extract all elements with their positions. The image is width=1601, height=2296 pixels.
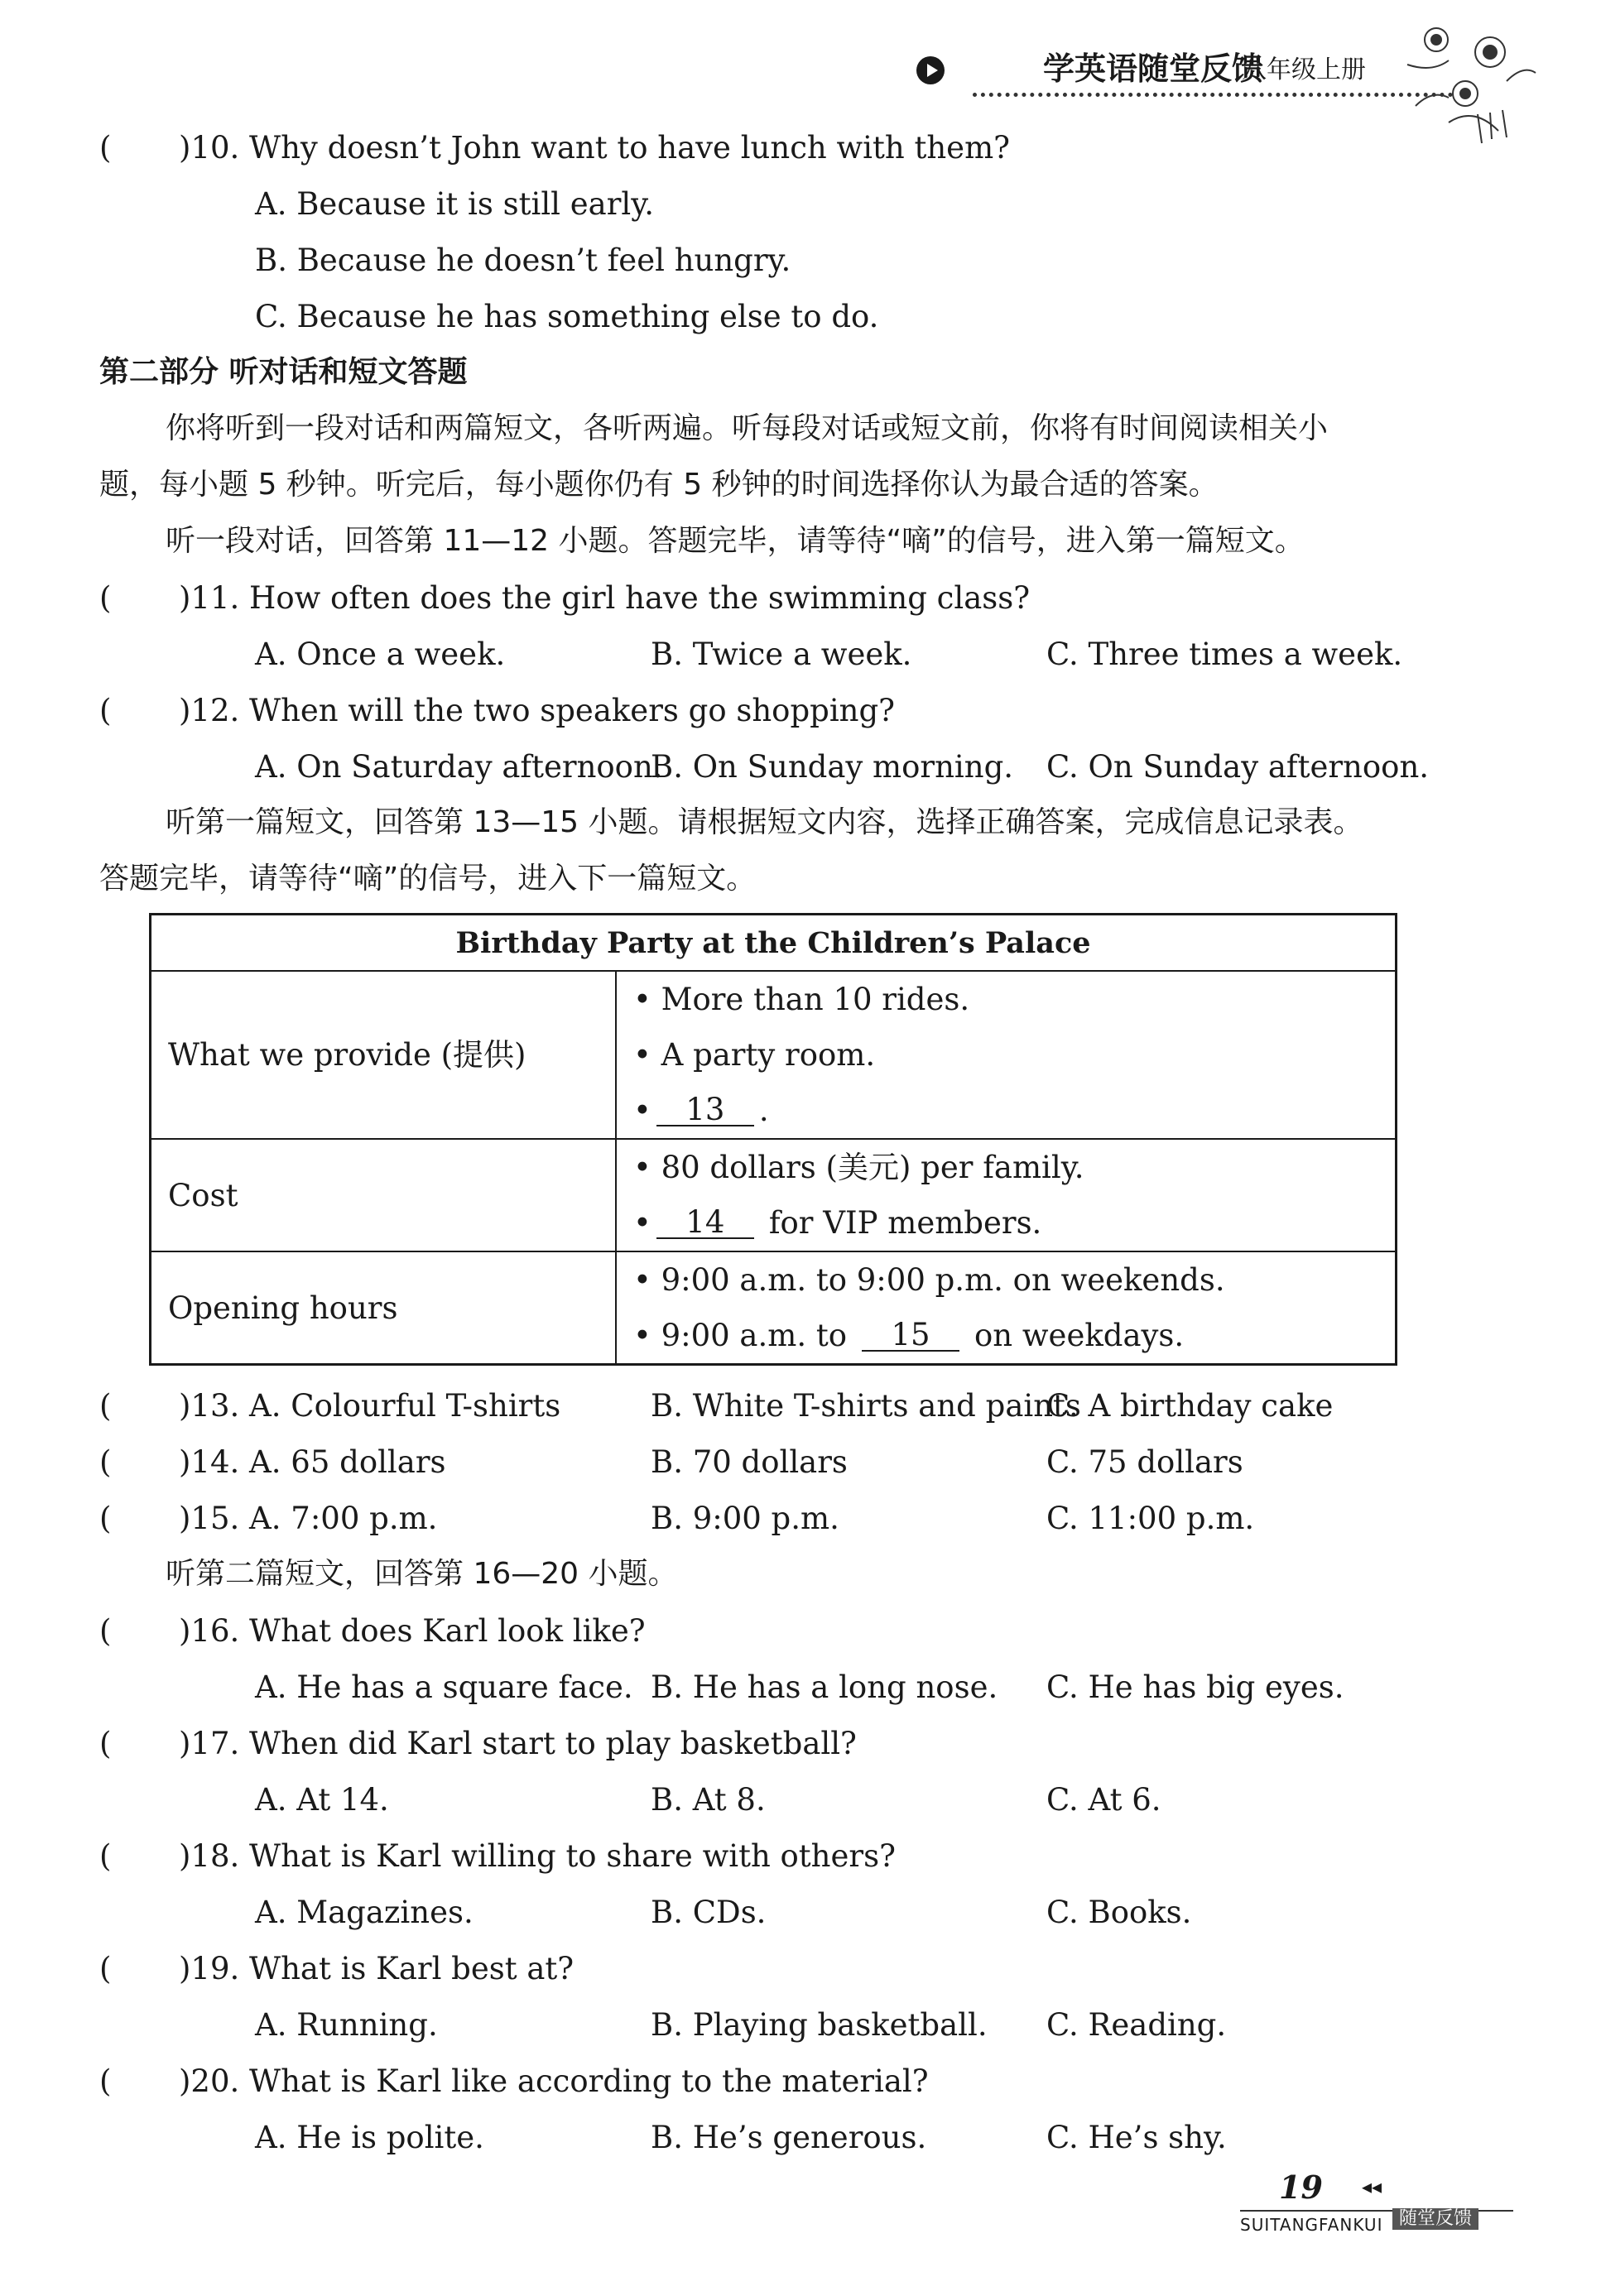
option-b: B. At 8. (651, 1782, 766, 1818)
option-a: A. Magazines. (255, 1895, 474, 1930)
option-b: B. He’s generous. (651, 2120, 927, 2155)
option-c: C. He’s shy. (1046, 2120, 1227, 2155)
option-b: B. He has a long nose. (651, 1669, 998, 1705)
section-heading: 第二部分 听对话和短文答题 (99, 355, 468, 389)
table-line: • 9:00 a.m. to 9:00 p.m. on weekends. (633, 1262, 1225, 1298)
question-12: ( )12. When will the two speakers go shopping? (99, 693, 896, 728)
grade-label: 八年级上册 (1242, 55, 1366, 84)
option-a: A. Because it is still early. (255, 186, 654, 222)
table-line: • More than 10 rides. (633, 982, 970, 1017)
question-17: ( )17. When did Karl start to play basketball? (99, 1726, 857, 1761)
info-record-table (149, 913, 1397, 1366)
option-c: C. Reading. (1046, 2007, 1227, 2043)
option-b: B. Because he doesn’t feel hungry. (255, 243, 791, 278)
table-row (151, 971, 1397, 1139)
option-b: B. 9:00 p.m. (651, 1501, 839, 1536)
table-line: • 14 for VIP members. (633, 1204, 1042, 1241)
question-18: ( )18. What is Karl willing to share with others? (99, 1838, 896, 1874)
question-text: Why doesn’t John want to have lunch with them? (249, 130, 1010, 166)
option-a: A. He is polite. (255, 2120, 484, 2155)
floral-decoration-icon (1399, 15, 1540, 147)
option-b: B. White T-shirts and paints (651, 1388, 1081, 1424)
row-label: What we provide (提供) (151, 971, 617, 1139)
option-c: C. He has big eyes. (1046, 1669, 1344, 1705)
brand-latin: SUITANGFANKUI (1240, 2215, 1383, 2235)
double-arrow-icon: ◂◂ (1362, 2175, 1382, 2198)
option-c: C. At 6. (1046, 1782, 1161, 1818)
passage2-instruction: 听第二篇短文，回答第 16—20 小题。 (166, 1557, 678, 1591)
option-b: B. CDs. (651, 1895, 767, 1930)
table-line: • 9:00 a.m. to 15 on weekdays. (633, 1317, 1185, 1353)
question-number: 10. (190, 130, 240, 166)
play-icon (916, 56, 945, 84)
option-a: A. Running. (255, 2007, 438, 2043)
table-row (151, 1139, 1397, 1251)
table-line: • 80 dollars (美元) per family. (633, 1150, 1084, 1185)
option-c: C. 75 dollars (1046, 1444, 1243, 1480)
question-10: ( )10. Why doesn’t John want to have lunch with them? (99, 130, 1010, 166)
option-b: B. Playing basketball. (651, 2007, 988, 2043)
question-16: ( )16. What does Karl look like? (99, 1613, 646, 1649)
brand-badge: 随堂反馈 (1392, 2208, 1478, 2230)
option-c: C. Three times a week. (1046, 636, 1403, 672)
option-c: C. A birthday cake (1046, 1388, 1334, 1424)
question-20: ( )20. What is Karl like according to the material? (99, 2063, 929, 2099)
intro-line-2: 题，每小题 5 秒钟。听完后，每小题你仍有 5 秒钟的时间选择你认为最合适的答案。 (99, 468, 1219, 502)
passage1-instruction-1: 听第一篇短文，回答第 13—15 小题。请根据短文内容，选择正确答案，完成信息记录表。 (166, 805, 1363, 839)
table-title: Birthday Party at the Children’s Palace (151, 915, 1397, 972)
option-b: B. Twice a week. (651, 636, 912, 672)
question-13: ( )13. A. Colourful T-shirts (99, 1388, 561, 1424)
question-14: ( )14. A. 65 dollars (99, 1444, 446, 1480)
question-15: ( )15. A. 7:00 p.m. (99, 1501, 438, 1536)
blank-14[interactable]: 14 (656, 1207, 754, 1239)
option-a: A. He has a square face. (255, 1669, 633, 1705)
option-c: C. Because he has something else to do. (255, 299, 879, 334)
blank-15[interactable]: 15 (862, 1319, 959, 1352)
option-a: A. Once a week. (255, 636, 506, 672)
option-a: A. On Saturday afternoon. (255, 749, 663, 785)
option-c: C. On Sunday afternoon. (1046, 749, 1430, 785)
table-row (151, 1251, 1397, 1365)
page-number: 19 (1279, 2169, 1323, 2206)
table-line: • 13 . (633, 1092, 769, 1128)
row-label: Opening hours (151, 1251, 617, 1365)
passage1-instruction-2: 答题完毕，请等待“嘀”的信号，进入下一篇短文。 (99, 862, 757, 896)
header-dotted-rule (973, 93, 1453, 97)
question-19: ( )19. What is Karl best at? (99, 1951, 575, 1986)
question-11: ( )11. How often does the girl have the swimming class? (99, 580, 1031, 616)
option-c: C. 11:00 p.m. (1046, 1501, 1255, 1536)
option-a: A. At 14. (255, 1782, 389, 1818)
intro-line-1: 你将听到一段对话和两篇短文，各听两遍。听每段对话或短文前，你将有时间阅读相关小 (166, 411, 1329, 445)
option-c: C. Books. (1046, 1895, 1192, 1930)
option-b: B. 70 dollars (651, 1444, 848, 1480)
option-b: B. On Sunday morning. (651, 749, 1014, 785)
book-title: 学英语随堂反馈 (1043, 50, 1264, 87)
table-line: • A party room. (633, 1037, 876, 1073)
row-label: Cost (151, 1139, 617, 1251)
dialog-instruction: 听一段对话，回答第 11—12 小题。答题完毕，请等待“嘀”的信号，进入第一篇短文。 (166, 524, 1305, 558)
blank-13[interactable]: 13 (656, 1094, 754, 1126)
